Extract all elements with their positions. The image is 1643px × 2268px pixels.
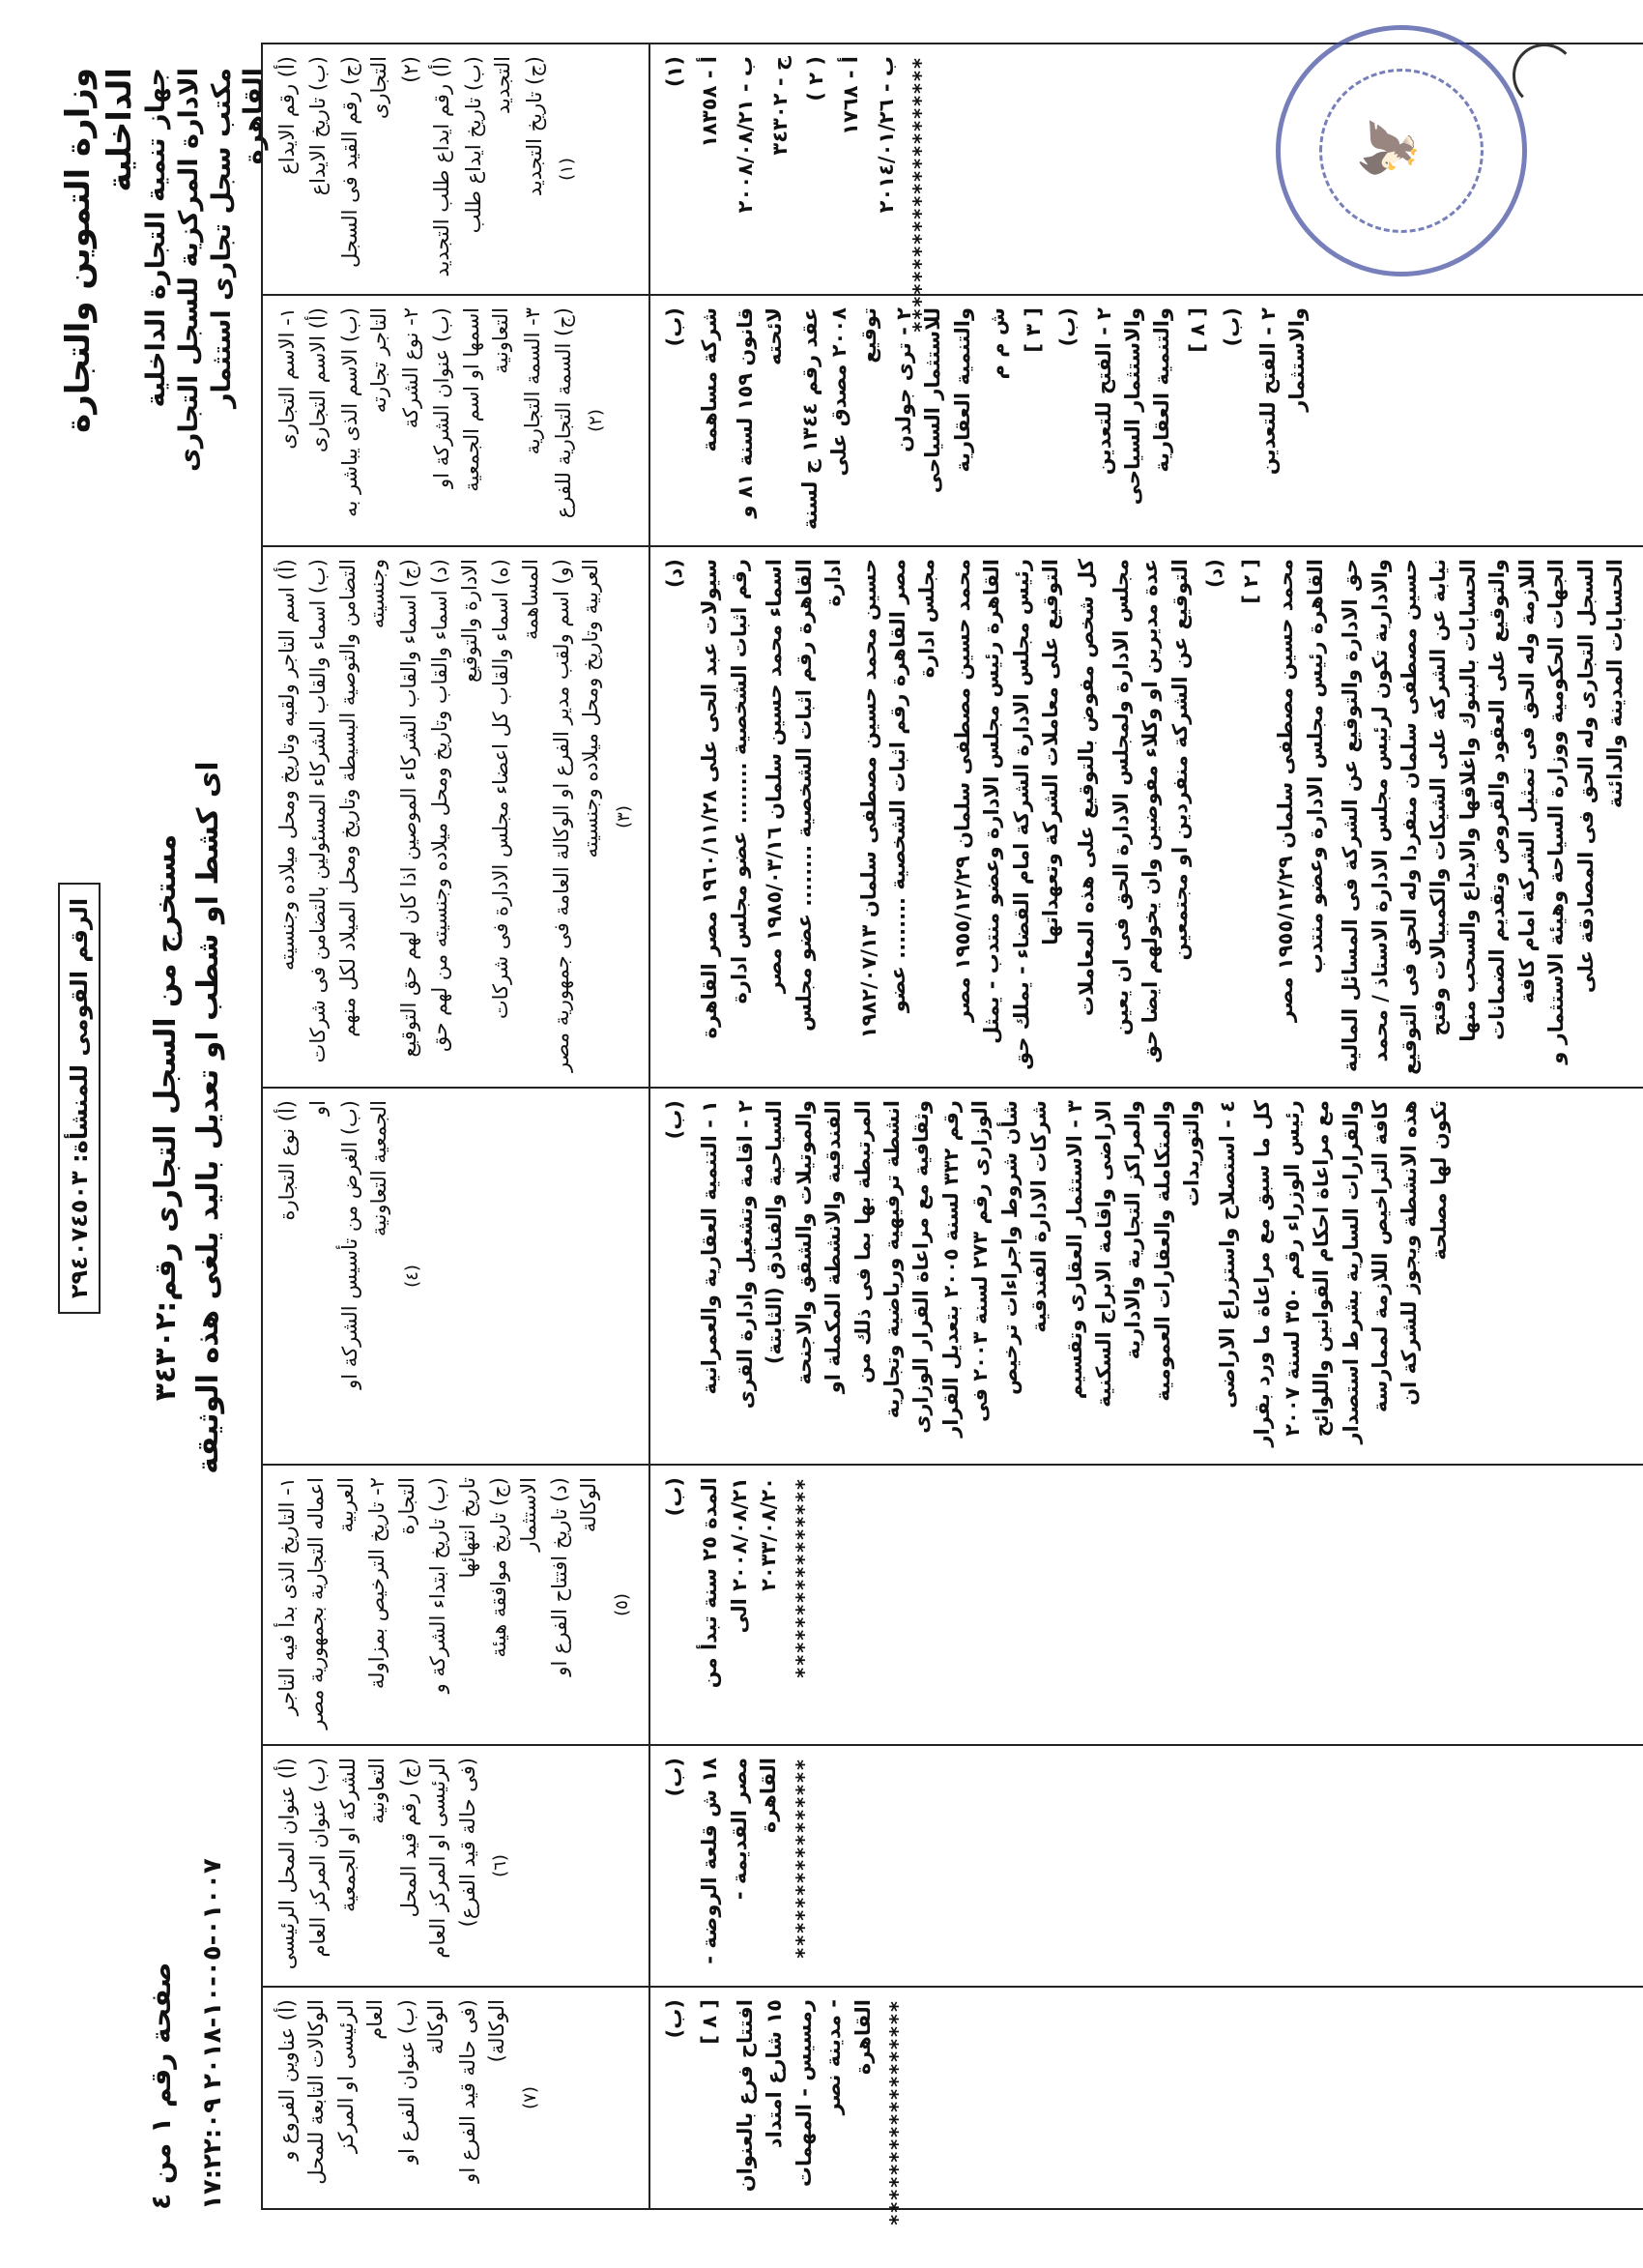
national-number-area [58, 663, 101, 1533]
data-cell-trade-name: (ب) شركة مساهمة قانون ١٥٩ لسنة ٨١ و لائحته عقد رقم ١٣٤٤ ج لسنة ٢٠٠٨ مصدق على توقيع ٢ - ترى جولدن للاستثمار السياحى والتنمية العقارية ش م م [ ٣ ] (ب) ٢ - الفتح للتعدين والاستثمار السياحى والتنمية العقارية [ ٨ ] (ب) ٢ - الفتح للتعدين والاستثمار [649, 295, 1643, 546]
data-cell-dates: (ب) المدة ٢٥ سنة تبدأ من ٢٠٠٨/٠٨/٢١ الى ٢٠٣٣/٠٨/٢٠ **************** [649, 1465, 1643, 1745]
department-name: الادارة المركزية للسجل التجارى [173, 68, 204, 472]
national-number: الرقم القومى للمنشأة: ٢٩٤٠٧٤٥٠٣ [58, 883, 101, 1314]
data-cell-management: (د) سيولات عبد الحى على ١٩٦٠/١١/٢٨ مصر القاهرة رقم اثبات الشخصية ........ عضو مجلس ادارة اسماء محمد حسين سلمان ١٩٨٥/٠٣/١٦ مصر القاهرة رقم اثبات الشخصية ........ عضو مجلس ادارة حسين محمد حسين مصطفى سلمان ١٩٨٢/٠٧/١٣ مصر القاهرة رقم اثبات الشخصية ........ عضو مجلس ادارة محمد حسين مصطفى سلمان ١٩٥٥/١٢/٢٩ مصر القاهرة رئيس مجلس الادارة وعضو منتدب - يمثل رئيس مجلس الادارة الشركة امام القضاء - يملك حق التوقيع على معاملات الشركة وتعهداتها كل شخص مفوض بالتوقيع على هذه المعاملات مجلس الادارة ولمجلس الادارة الحق فى ان يعين عدة مديرين او وكلاء مفوضين وان يخولهم ايضا حق التوقيع عن الشركة منفردين او مجتمعين (د) [ ٢ ] محمد حسين مصطفى سلمان ١٩٥٥/١٢/٢٩ مصر القاهرة رئيس مجلس الادارة وعضو منتدب حق الادارة والتوقيع عن الشركة فى المسائل المالية والادارية تكون لرئيس مجلس الادارة الاستاذ / محمد حسين مصطفى سلمان منفردا وله الحق فى التوقيع نيابة عن الشركة على الشيكات والكمبيالات وفتح الحسابات بالبنوك واغلاقها والايداع والسحب منها والتوقيع على العقود والقروض وتقديم الضمانات اللازمة وله الحق فى تمثيل الشركة امام كافة الجهات الحكومية ووزارة السياحة وهيئة الاستثمار و السجل التجارى وله الحق فى المصادقة على الحسابات المدينة والدائنة [649, 546, 1643, 1088]
data-cell-deposit: (١) أ - ١٨٣٥٨ ب - ٢٠٠٨/٠٨/٢١ ج - ٣٤٣٠٢ ( ٢ ) أ - ١٧٦٨ ب - ٢٠١٤/٠١/٢٦ ********************** [649, 44, 1643, 295]
column-header: (أ) اسم التاجر ولقبه وتاريخ ومحل ميلاده وجنسيته (ب) اسماء والقاب الشركاء المسئولين بالتضامن فى شركات التضامن والتوصية البسيطة وتاريخ ومحل الميلاد لكل منهم وجنسيته (ج) اسماء والقاب الشركاء الموصين اذا كان لهم حق التوقيع (د) اسماء والقاب وتاريخ ومحل ميلاده وجنسيته من لهم حق الادارة والتوقيع (ه) اسماء والقاب كل اعضاء مجلس الادارة فى شركات المساهمة (و) اسم ولقب مدير الفرع او الوكالة العامة فى جمهورية مصر العربية وتاريخ ومحل ميلاده وجنسيته (٣) [262, 546, 649, 1088]
table-header-row [262, 44, 649, 2209]
column-header: (أ) نوع التجارة او (ب) الغرض من تأسيس الشركة او الجمعية التعاونية (٤) [262, 1088, 649, 1465]
timestamp: ٠١٠٠٧-٠٥-١٠-٢٠١٨ ١٧:٢٢:٠٩ [198, 1858, 227, 2210]
table-data-row [649, 44, 1643, 2209]
page-label: صفحة رقم ١ من ٤ [145, 1962, 177, 2210]
column-number: (٦) [490, 1854, 511, 1877]
official-seal-stamp [1276, 25, 1527, 276]
data-cell-address: (ب) ١٨ ش قلعة الروضة - مصر القديمة - القاهرة **************** [649, 1745, 1643, 1987]
pen-mark [1513, 44, 1576, 107]
register-table [261, 43, 1643, 2225]
extract-title: مستخرج من السجل التجارى رقم:٣٤٣٠٢ [149, 833, 183, 1402]
column-number: (٧) [519, 2086, 540, 2109]
column-header: ١- التاريخ الذى بدأ فيه التاجر اعماله التجارية بجمهورية مصر العربية ٢- تاريخ الترخيص بمزاولة التجارة (ب) تاريخ ابتداء الشركة و تاريخ انتهائها (ج) تاريخ موافقة هيئة الاستثمار (د) تاريخ افتتاح الفرع او الوكالة (٥) [262, 1465, 649, 1745]
ministry-header [58, 68, 271, 512]
column-number: (٢) [586, 409, 607, 432]
column-header: (أ) عناوين الفروع و الوكالات التابعة للمحل الرئيسى او المركز العام (ب) عنوان الفرع او الوكالة (فى حالة قيد الفرع او الوكالة) (٧) [262, 1987, 649, 2209]
extract-heading [145, 489, 229, 1746]
column-header: (أ) رقم الايداع (ب) تاريخ الايداع (ج) رقم القيد فى السجل التجارى (٢) (أ) رقم ايداع طلب التجديد (ب) تاريخ ايداع طلب التجديد (ج) تاريخ التجديد (١) [262, 44, 649, 295]
ministry-name: وزارة التموين والتجارة الداخلية [59, 68, 139, 433]
column-number: (١) [556, 158, 577, 181]
office-name: مكتب سجل تجارى استثمار القاهرة [206, 68, 270, 408]
column-number: (٥) [611, 1593, 632, 1616]
column-header: ١- الاسم التجارى (أ) الاسم التجارى (ب) الاسم الذى يباشر به التاجر تجارته ٢- نوع الشركة (ب) عنوان الشركة او اسمها او اسم الجمعية التعاونية ٣- السمة التجارية (ج) السمة التجارية للفرع (٢) [262, 295, 649, 546]
data-cell-branches: (ب) [ ٨ ] افتتاح فرع بالعنوان ١٥ شارع امتداد رمسيس - المهمات - مدينة نصر القاهرة ****************** [649, 1987, 1643, 2209]
eagle-emblem-icon: 🦅 [1358, 114, 1419, 180]
data-cell-purpose: (ب) ١ - التنمية العقارية والعمرانية ٢ - اقامة وتشغيل وادارة القرى السياحية والفنادق (الثابتة) والموتيلات والشقق والاجنحة الفندقية والانشطة المكملة او المرتبطة بها بما فى ذلك من انشطة ترفيهية ورياضية وتجارية وثقافية مع مراعاة القرار الوزارى رقم ٣٣٢ لسنة ٢٠٠٥ بتعديل القرار الوزارى رقم ٢٧٣ لسنة ٢٠٠٣ فى شأن شروط واجراءات ترخيص شركات الادارة الفندقية ٣ - الاستثمار العقارى وتقسيم الاراضى واقامة الابراج السكنية والمراكز التجارية والادارية والمتكاملة والعقارات العمومية والتوريدات ٤ - استصلاح واستزراع الاراضى كل ما سبق مع مراعاة ما ورد بقرار رئيس الوزراء رقم ٣٥٠ لسنة ٢٠٠٧ مع مراعاة احكام القوانين واللوائح والقرارات السارية بشرط استصدار كافة التراخيص اللازمة لممارسة هذه الانشطة ويجوز للشركة ان تكون لها مصلحة [649, 1088, 1643, 1465]
column-number: (٣) [613, 805, 634, 829]
extract-subtitle: اى كشط او شطب او تعديل باليد يلغى هذه الوثيقة [190, 761, 225, 1474]
column-header: (أ) عنوان المحل الرئيسى (ب) عنوان المركز العام للشركة او الجمعية التعاونية (ج) رقم قيد المحل الرئيسى او المركز العام (فى حالة قيد الفرع) (٦) [262, 1745, 649, 1987]
column-number: (٤) [401, 1265, 422, 1288]
agency-name: جهاز تنمية التجارة الداخلية [141, 68, 171, 408]
